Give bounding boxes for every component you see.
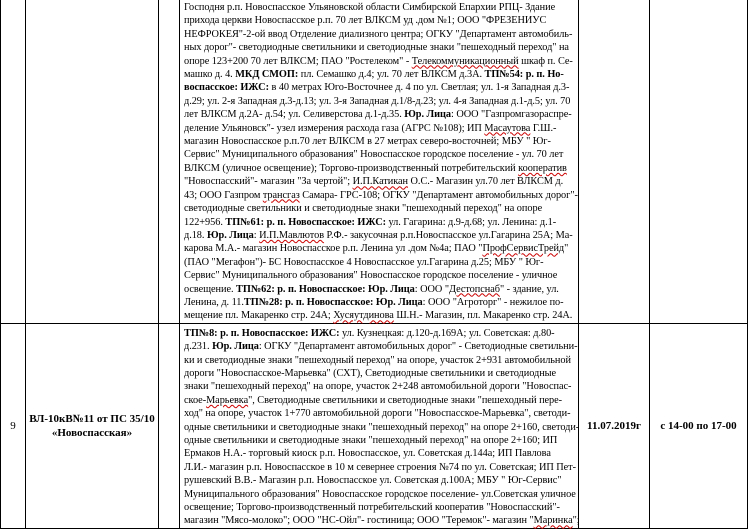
text-segment: : xyxy=(253,229,260,241)
text-segment: 43; ООО Газпром xyxy=(184,189,263,201)
time-cell xyxy=(650,323,748,528)
text-segment: д.29; ул. 2-я Западная д.3-д.13; ул. 3-я Западная д.1/8-д.23; ул. 4-я Западная д.1-д.5; ул. 70 xyxy=(184,95,571,107)
text-line xyxy=(184,269,574,282)
text-segment: Р.Ф.- закусочная р.п.Новоспасское ул.Гагарина 25А; Ма- xyxy=(324,229,573,241)
line-name-cell xyxy=(26,323,159,528)
text-segment: мещение пл. Макаренко стр. 24А; xyxy=(184,310,334,322)
text-segment: трансгаз xyxy=(262,189,300,201)
text-segment: ход" на опоре, участок 1+770 автомобильной дороги "Новоспасское-Марьевка", светоди- xyxy=(184,408,571,420)
line-name-cell xyxy=(26,0,159,323)
text-segment: Сервис" Муниципального образования" Новоспасское городское поселение - уличное xyxy=(184,270,558,282)
text-segment: опоре 123+200 70 лет ВЛКСМ; ПАО "Ростелеком" - xyxy=(184,55,412,67)
text-line xyxy=(184,41,574,54)
text-line xyxy=(184,309,574,322)
text-segment: ", Светодиодные светильники и светодиодные знаки "пешеходный пере- xyxy=(248,394,563,406)
text-segment: одные светильники и светодиодные знаки "пешеходный переход" на опоре 2+160, светоди- xyxy=(184,421,580,433)
description-text xyxy=(180,0,578,323)
text-segment: ПрофСервисТрейд xyxy=(482,243,565,255)
time-cell xyxy=(650,0,748,323)
text-line xyxy=(184,501,574,514)
text-segment: д.18. xyxy=(184,229,207,241)
text-segment: прихода церкви Новоспасское р.п. 70 лет ВЛКСМ уд .дом №1; ООО "ФРЕЗЕНИУС xyxy=(184,15,547,27)
text-segment: ТП№28: р. п. Новоспасское: Юр. Лица xyxy=(243,296,423,308)
text-segment: карова М.А.- магазин Новоспасское р.п. Ленина ул .дом №4а; ПАО " xyxy=(184,243,483,255)
text-segment: воспасское: ИЖС: xyxy=(184,82,269,94)
text-line xyxy=(184,421,580,434)
text-segment: ул. Гагарина: д.9-д.68; ул. Ленина: д.1- xyxy=(386,216,557,228)
text-segment: ул. Кузнецкая: д.120-д.169А; ул. Советская: д.80- xyxy=(339,327,555,339)
date-cell xyxy=(579,323,650,528)
text-segment: д.231. xyxy=(184,341,213,353)
text-segment: : ООО " xyxy=(414,283,449,295)
text-segment: магазин Новоспасское р.п.70 лет ВЛКСМ в 27 метрах северо-восточней; МБУ " Юг- xyxy=(184,136,551,148)
text-segment: ТП№8: р. п. Новоспасское: ИЖС: xyxy=(184,327,340,339)
text-segment: 122+956. xyxy=(184,216,226,228)
text-line xyxy=(184,28,574,41)
text-line xyxy=(184,216,574,229)
text-segment: Юр. Лица xyxy=(206,229,254,241)
text-segment: ных дорог"- светодиодные светильники и светодиодные знаки "пешеходный переход" на xyxy=(184,42,569,54)
text-segment: : ООО "Газпромгазораспре- xyxy=(451,109,572,121)
text-segment: знаки "пешеходный переход" на опоре, участок 2+248 автомобильной дороги "Новоспас- xyxy=(184,381,572,393)
text-line xyxy=(184,14,574,27)
text-segment: Ермаков Н.А.- торговый киоск р.п. Новоспасское, ул. Советская д.144а; ИП Павлова xyxy=(184,448,551,460)
text-line xyxy=(184,461,574,474)
text-segment: магазин "Мясо-молоко"; ООО "НС-Ойл"- гостиница; ООО "Теремок"- магазин " xyxy=(184,515,534,527)
line-name: ВЛ-10кВ№11 от ПС 35/10 «Новоспасская» xyxy=(29,412,155,439)
text-line xyxy=(184,296,574,309)
text-segment: Сервис" Муниципального образования" Новоспасское городское поселение - ул. 70 лет xyxy=(184,149,564,161)
date-cell xyxy=(579,0,650,323)
text-line xyxy=(184,68,574,81)
text-segment: И.П.Катикан xyxy=(352,176,409,188)
text-line xyxy=(184,122,574,135)
text-segment: Муниципального образования" Новоспасское городское поселение- ул.Советская уличное xyxy=(184,488,576,500)
table-row xyxy=(1,0,748,323)
text-line xyxy=(184,340,578,353)
text-segment: Ленина, д. 11. xyxy=(184,296,244,308)
text-segment: Л.И.- магазин р.п. Новоспасское в 10 м севернее строения №74 по ул. Советская; ИП Пет- xyxy=(184,461,576,473)
outage-date: 11.07.2019г xyxy=(587,419,641,432)
text-line xyxy=(184,407,574,420)
text-segment: Маринка xyxy=(533,515,573,527)
text-line xyxy=(184,95,574,108)
text-segment: ВЛКСМ (уличное освещение); Торгово-производственный потребительский xyxy=(184,162,519,174)
text-segment: пл. Семашко д.4; ул. 70 лет ВЛКСМ д.3А. xyxy=(298,69,485,81)
text-segment: ки и светодиодные знаки "пешеходный переход" на опоре, участок 2+931 автомобильной xyxy=(184,354,571,366)
text-line xyxy=(184,108,574,121)
outage-time: с 14-00 по 17-00 xyxy=(660,419,737,432)
table-row xyxy=(1,323,748,528)
text-line xyxy=(184,394,574,407)
text-segment: ТП№62: р. п. Новоспасское: Юр. Лица xyxy=(236,283,415,295)
text-segment: Юр. Лица xyxy=(212,341,259,353)
description-cell xyxy=(180,0,579,323)
text-segment: НЕФРОКЕЯ"-2-ой ввод Отделение диализного центра; ОГКУ "Департамент автомобиль- xyxy=(184,28,573,40)
text-line xyxy=(184,1,574,14)
text-line xyxy=(184,380,574,393)
text-line xyxy=(184,135,574,148)
row-number-cell xyxy=(1,323,26,528)
text-segment: : ООО "Агроторг" - нежилое по- xyxy=(422,296,564,308)
text-segment: МКД СМОП: xyxy=(235,69,299,81)
text-segment: ское- xyxy=(184,394,207,406)
text-segment: освещение. xyxy=(184,283,237,295)
text-segment: одные светильники и светодиодные знаки "пешеходный переход" на опоре 2+160; ИП xyxy=(184,435,558,446)
text-line xyxy=(184,488,574,501)
text-line xyxy=(184,434,574,447)
text-line xyxy=(184,354,574,367)
text-segment: Телекоммуникационный xyxy=(411,55,519,67)
text-segment: Хусяутдинова xyxy=(333,310,394,322)
text-segment: в 40 метрах Юго-Восточнее д. 4 по ул. Светлая; ул. 1-я Западная д.3- xyxy=(268,82,570,94)
text-segment: машко д. 4. xyxy=(184,69,236,81)
text-segment: "; xyxy=(572,515,580,527)
text-segment: деление Ульяновск"- узел измерения расхода газа (АГРС №108); ИП xyxy=(184,122,485,134)
text-line xyxy=(184,81,574,94)
text-line xyxy=(184,55,574,68)
text-segment: Ш.Н.- Магазин, пл. Макаренко стр. 24А. xyxy=(393,310,573,322)
text-line xyxy=(184,202,574,215)
text-segment: Юр. Лица xyxy=(404,109,452,121)
text-segment: ТП№54: р. п. Но- xyxy=(484,69,564,81)
text-segment: светодиодные светильники и светодиодные знаки "пешеходный переход" на опоре xyxy=(184,203,543,215)
text-segment: шкаф п. Се- xyxy=(518,55,573,67)
text-segment: Масаутова xyxy=(484,122,531,134)
text-line xyxy=(184,242,574,255)
empty-cell xyxy=(159,0,180,323)
text-line xyxy=(184,148,574,161)
text-segment: ТП№61: р. п. Новоспасское: ИЖС: xyxy=(225,216,386,228)
text-segment: Господня р.п. Новоспасское Ульяновской области Симбирской Епархии РПЦ- Здание xyxy=(184,2,556,13)
text-line xyxy=(184,229,574,242)
text-segment: " - здание, ул. xyxy=(499,283,559,295)
text-segment: Марьевка xyxy=(206,394,249,406)
empty-cell xyxy=(159,323,180,528)
text-segment: Самара- ГРС-108; ОГКУ "Департамент автомобильных дорог"- xyxy=(299,189,578,201)
text-segment: Г.Ш.- xyxy=(530,122,557,134)
text-segment: "Новоспасский"- магазин "За чертой"; xyxy=(184,176,353,188)
row-number: 9 xyxy=(10,419,16,432)
text-segment: лет ВЛКСМ д.2А- д.54; ул. Селиверстова д.1-д.35. xyxy=(184,109,405,121)
text-line xyxy=(184,447,574,460)
row-number-cell xyxy=(1,0,26,323)
text-line xyxy=(184,175,574,188)
text-segment: (ПАО "Мегафон")- БС Новоспасское 4 Новоспасское ул.Гагарина д.25; МБУ " Юг- xyxy=(184,256,544,268)
text-segment: кооператив xyxy=(518,162,567,174)
text-line xyxy=(184,283,574,296)
text-segment: дороги "Новоспасское-Марьевка" (СХТ), Светодиодные светильники и светодиодные xyxy=(184,367,557,379)
description-text xyxy=(180,324,578,528)
text-segment: " xyxy=(564,243,569,255)
text-segment: освещение; Торгово-производственный потребительский кооператив "Новоспасский"- xyxy=(184,502,560,514)
text-segment: О.С.- Магазин ул.70 лет ВЛКСМ д. xyxy=(408,176,564,188)
text-line xyxy=(184,189,578,202)
text-line xyxy=(184,514,580,527)
text-line xyxy=(184,162,574,175)
text-line xyxy=(184,256,574,269)
text-line xyxy=(184,327,574,340)
text-line xyxy=(184,474,574,487)
text-line xyxy=(184,367,574,380)
text-segment: Дестопснаб xyxy=(448,283,500,295)
text-segment: : ОГКУ "Департамент автомобильных дорог" - Светодиодные светильни- xyxy=(258,341,578,353)
text-segment: рушевский В.В.- Магазин р.п. Новоспасское ул. Советская д.100А; МБУ " Юг-Сервис" xyxy=(184,475,562,487)
text-segment: И.П.Мавлютов xyxy=(259,229,325,241)
description-cell xyxy=(180,323,579,528)
